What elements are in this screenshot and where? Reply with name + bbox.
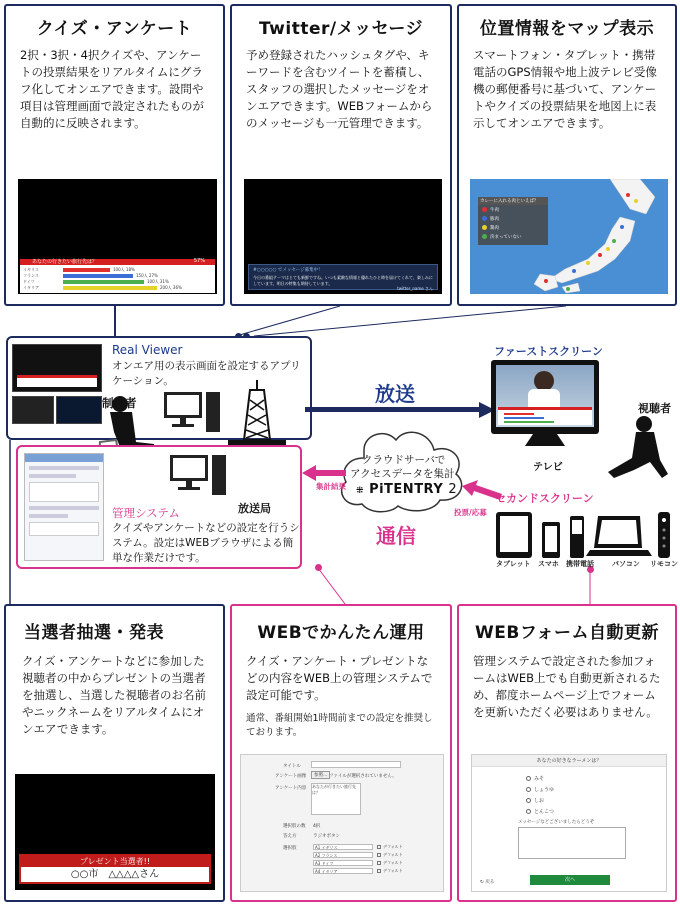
- real-viewer-desc: オンエア用の表示画面を設定するアプリケーション。: [112, 360, 301, 387]
- quiz-description: 2択・3択・4択クイズや、アンケートの投票結果をリアルタイムにグラフ化してオンエアできます。設問や項目は管理画面で設定されたものが自動的に反映されます。: [20, 48, 204, 130]
- communication-label: 通信: [376, 524, 416, 548]
- winner-name: ○○市 △△△△さん: [70, 869, 160, 880]
- map-screen-mock: [470, 179, 668, 294]
- cloud-line1: クラウドサーバで: [362, 454, 446, 466]
- form-option[interactable]: [526, 806, 666, 817]
- real-viewer-screenshot: [12, 344, 102, 392]
- form-option[interactable]: [526, 773, 666, 784]
- form-option[interactable]: [526, 795, 666, 806]
- form-title: WEBフォーム自動更新: [475, 623, 659, 643]
- broadcast-label: 放送: [375, 382, 415, 406]
- quiz-bar-row: [23, 285, 215, 291]
- map-legend-item: [478, 223, 548, 232]
- mock-option-input: A1 イギリス: [313, 844, 373, 850]
- form-back-link[interactable]: [480, 879, 494, 885]
- legend-dot-icon: [482, 207, 487, 212]
- mock-option-row: [313, 851, 439, 859]
- quiz-bar-value: 150人 27%: [136, 273, 158, 278]
- first-screen-label: ファーストスクリーン: [494, 345, 603, 358]
- web-panel: [230, 604, 452, 902]
- back-icon: ↻: [480, 880, 484, 885]
- cloud-line2: アクセスデータを集計: [350, 468, 455, 480]
- winner-screen-mock: [15, 774, 215, 890]
- tweet-text: 今日の番組テーマはとても新鮮ですね。いつも素敵な情報と優れたひと時を届けてくれて、楽しみにしています。明日の特集も期待しています。: [253, 275, 433, 286]
- producer-pc-icon: [162, 390, 222, 436]
- mock-default-label: デフォルト: [383, 860, 403, 865]
- form-back-label: 戻る: [485, 880, 495, 885]
- viewer-figure-icon: [604, 414, 670, 486]
- map-legend-label: 牛肉: [490, 207, 499, 213]
- form-description: 管理システムで設定された参加フォームはWEB上でも自動更新されるため、都度ホームページ上でフォームを更新いただく必要はありません。: [473, 654, 661, 719]
- mock-file-button: 参照...: [311, 771, 330, 779]
- mock-default-checkbox: [377, 861, 381, 865]
- quiz-question: あなたの行きたい旅行先は？: [32, 259, 98, 265]
- form-option-label: しお: [534, 798, 545, 804]
- mock-option-input: A2 フランス: [313, 852, 373, 858]
- broadcast-arrow: [305, 402, 495, 418]
- mgmt-screenshot: [24, 453, 104, 561]
- quiz-bar: [63, 268, 110, 272]
- real-viewer-screenshot-2: [12, 396, 54, 424]
- radio-icon[interactable]: [526, 798, 531, 803]
- winner-banner: プレゼント当選者!!: [21, 856, 209, 867]
- mock-default-label: デフォルト: [383, 852, 403, 857]
- map-legend-item: [478, 214, 548, 223]
- tv-label: テレビ: [533, 462, 563, 473]
- device-label-tablet: タブレット: [496, 560, 531, 568]
- dot-pink: [315, 564, 322, 571]
- twitter-description: 予め登録されたハッシュタグや、キーワードを含むツイートを蓄積し、スタッフの選択したメッセージをオンエアできます。WEBフォームからのメッセージも一元管理できます。: [246, 48, 433, 130]
- map-description: スマートフォン・タブレット・携帯電話のGPS情報や地上波テレビ受像機の郵便番号に基づいて、アンケートやクイズの投票結果を地図上に表示してオンエアできます。: [473, 48, 657, 130]
- quiz-bar-value: 200人 36%: [160, 285, 182, 290]
- form-option-label: とんこつ: [534, 809, 554, 815]
- map-panel: [457, 4, 677, 306]
- quiz-bars: [20, 265, 215, 291]
- twitter-screen-mock: [244, 179, 442, 294]
- winner-title: 当選者抽選・発表: [24, 623, 164, 643]
- tweet-user: twitter_name さん: [397, 286, 433, 291]
- map-title: 位置情報をマップ表示: [479, 19, 655, 39]
- twitter-title: Twitter/メッセージ: [258, 19, 424, 39]
- web-form-mock: [240, 754, 444, 892]
- brand-name: PiTENTRY: [369, 482, 444, 497]
- device-labels: [490, 559, 680, 571]
- map-question: カレーに入れる肉といえば？: [478, 197, 548, 205]
- quiz-question-bar: [20, 259, 215, 265]
- map-legend-label: 決まっていない: [490, 234, 522, 240]
- devices-icons: [490, 508, 680, 560]
- tweet-tag: #○○○○○ でメッセージ募集中！: [253, 268, 323, 273]
- brand-logo: [356, 482, 457, 497]
- form-message-textarea: [518, 827, 626, 859]
- legend-dot-icon: [482, 216, 487, 221]
- mock-file-text: ファイルが選択されていません。: [329, 774, 397, 779]
- mock-title-label: タイトル: [283, 764, 301, 769]
- quiz-bar: [63, 286, 157, 290]
- real-viewer-title: Real Viewer: [112, 343, 183, 357]
- mock-question-input: [311, 783, 361, 815]
- mock-default-label: デフォルト: [383, 844, 403, 849]
- vote-label: 投票/応募: [454, 508, 487, 517]
- mock-options-label: 選択肢: [283, 846, 297, 851]
- mock-image-label: アンケート画像: [275, 774, 307, 779]
- radio-icon[interactable]: [526, 809, 531, 814]
- device-label-remote: リモコン: [650, 560, 678, 568]
- mgmt-title: 管理システム: [112, 506, 180, 520]
- quiz-bar-label: イギリス: [23, 267, 39, 272]
- form-options: [472, 767, 666, 817]
- quiz-bar-value: 100人 31%: [147, 279, 169, 284]
- mgmt-pc-icon: [168, 453, 228, 497]
- mgmt-desc: クイズやアンケートなどの設定を行うシステム。設定はWEBブラウザによる簡単な作業だけです。: [112, 522, 300, 564]
- winner-panel: [4, 604, 225, 902]
- mock-answer-label: 答え方: [283, 834, 297, 839]
- mock-default-label: デフォルト: [383, 868, 403, 873]
- legend-dot-icon: [482, 225, 487, 230]
- mock-default-checkbox: [377, 853, 381, 857]
- form-option-label: しょうゆ: [534, 787, 555, 793]
- mock-choices-label: 選択肢の数: [283, 824, 306, 829]
- quiz-total: 57%: [193, 258, 205, 264]
- quiz-bar-label: イタリア: [23, 285, 39, 290]
- form-next-label: 次へ: [564, 877, 575, 883]
- legend-dot-icon: [482, 234, 487, 239]
- map-legend-item: [478, 205, 548, 214]
- device-label-pc: パソコン: [612, 560, 640, 568]
- map-legend-label: 豚肉: [490, 216, 499, 222]
- radio-icon[interactable]: [526, 776, 531, 781]
- quiz-bar-label: ドイツ: [23, 279, 35, 284]
- connector-quiz-real-viewer: [114, 306, 116, 336]
- map-legend-item: [478, 232, 548, 241]
- quiz-bar: [63, 274, 133, 278]
- form-option-label: みそ: [534, 776, 545, 782]
- producer-label: 制作者: [102, 396, 137, 410]
- web-note: 通常、番組開始1時間前までの設定を推奨しております。: [246, 713, 433, 738]
- radio-icon[interactable]: [526, 787, 531, 792]
- broadcast-station-label: 放送局: [238, 502, 271, 515]
- mock-options: [313, 843, 439, 875]
- mock-option-row: [313, 859, 439, 867]
- quiz-graph-panel: [20, 259, 215, 293]
- quiz-screen-mock: [18, 179, 217, 294]
- mock-question-label: アンケート内容: [275, 786, 307, 791]
- form-web-mock: [471, 754, 667, 892]
- mock-option-input: A4 イタリア: [313, 868, 373, 874]
- viewer-label: 視聴者: [638, 402, 671, 415]
- web-description: クイズ・アンケート・プレゼントなどの内容をWEB上の管理システムで設定可能です。: [246, 654, 433, 702]
- mock-default-checkbox: [377, 845, 381, 849]
- device-label-mobile: 携帯電話: [566, 560, 594, 568]
- mock-default-checkbox: [377, 869, 381, 873]
- form-option[interactable]: [526, 784, 666, 795]
- winner-banner-box: [19, 854, 211, 884]
- quiz-bar-label: フランス: [23, 273, 39, 278]
- quiz-title: クイズ・アンケート: [36, 19, 193, 39]
- form-message-label: メッセージなどございましたらどうぞ: [518, 820, 595, 825]
- quiz-bar-value: 100人 18%: [113, 267, 135, 272]
- form-panel: [457, 604, 677, 902]
- mock-question-text: あなたが行きたい旅行先は？: [312, 784, 356, 795]
- device-label-smartphone: スマホ: [538, 560, 559, 568]
- twitter-panel: [230, 4, 452, 306]
- web-title: WEBでかんたん運用: [257, 623, 425, 643]
- mock-answer-value: ラジオボタン: [313, 834, 340, 839]
- map-legend: [478, 197, 548, 245]
- brand-version: 2: [448, 482, 458, 497]
- brand-logo-mark-icon: ⁜: [356, 486, 365, 496]
- tv-icon: [491, 360, 599, 434]
- mock-title-input: [311, 761, 401, 768]
- form-question: あなたの好きなラーメンは？: [472, 755, 666, 767]
- map-legend-label: 鶏肉: [490, 225, 499, 231]
- mock-option-row: [313, 843, 439, 851]
- tv-stand: [525, 434, 565, 446]
- quiz-panel: [4, 4, 225, 306]
- aggregate-arrow: [302, 465, 346, 481]
- form-next-button[interactable]: [530, 875, 610, 885]
- tweet-bar: [248, 264, 438, 290]
- second-screen-label: セカンドスクリーン: [495, 492, 594, 505]
- mock-option-row: [313, 867, 439, 875]
- mock-option-input: A3 ドイツ: [313, 860, 373, 866]
- winner-description: クイズ・アンケートなどに参加した視聴者の中からプレゼントの当選者を抽選し、当選した視聴者のお名前やニックネームをリアルタイムにオンエアできます。: [22, 654, 206, 736]
- quiz-bar: [63, 280, 144, 284]
- mock-choices-value: 4択: [313, 824, 321, 829]
- aggregate-label: 集計結果: [316, 482, 346, 491]
